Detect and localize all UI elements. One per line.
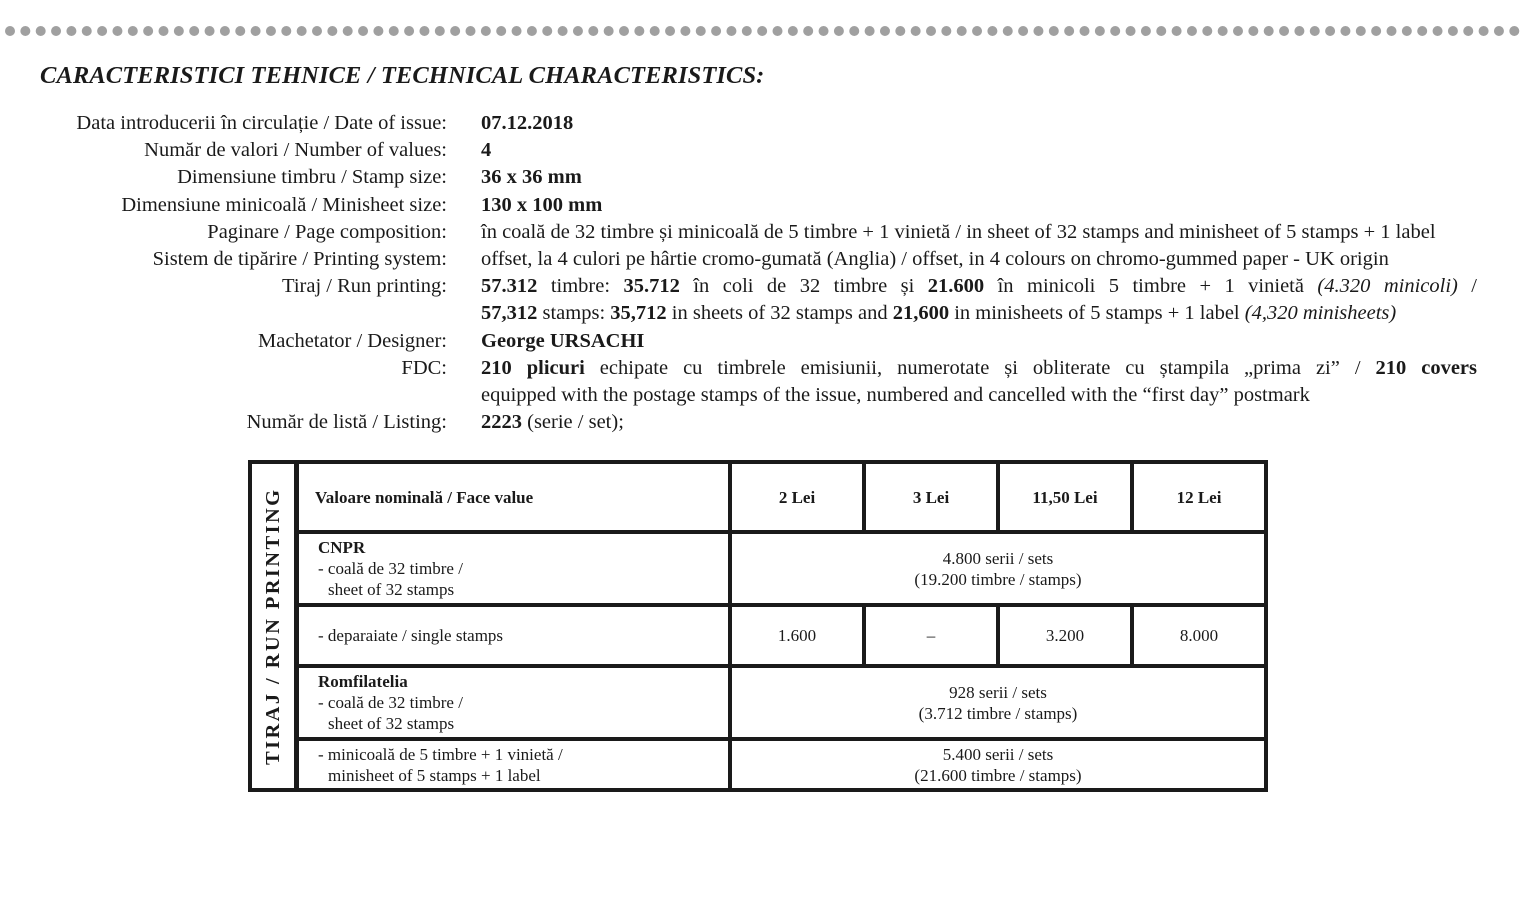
perforation-dot bbox=[880, 26, 890, 36]
spec-value: 130 x 100 mm bbox=[481, 193, 603, 216]
value-cell: 3.200 bbox=[998, 605, 1132, 666]
perforation-dot bbox=[404, 26, 414, 36]
run-line-en: 57,312 stamps: 35,712 in sheets of 32 stamps and 21,600 in minisheets of 5 stamps + 1 label (4,320 minisheets) bbox=[481, 302, 1397, 325]
spec-label: Număr de valori / Number of values: bbox=[144, 139, 447, 162]
spec-value: George URSACHI bbox=[481, 329, 645, 352]
perforation-dot bbox=[481, 26, 491, 36]
row-label: - deparaiate / single stamps bbox=[297, 605, 731, 666]
merged-value-cell: 4.800 serii / sets (19.200 timbre / stamps) bbox=[730, 532, 1266, 605]
perforation-dot bbox=[588, 26, 598, 36]
perforation-dot bbox=[1172, 26, 1182, 36]
perforation-dot bbox=[957, 26, 967, 36]
perforation-dot bbox=[542, 26, 552, 36]
perforation-dot bbox=[159, 26, 169, 36]
perforation-dot bbox=[1141, 26, 1151, 36]
perforation-dot bbox=[819, 26, 829, 36]
spec-value: 2223 (serie / set); bbox=[481, 411, 624, 434]
perforation-dot bbox=[527, 26, 537, 36]
spec-label: Machetator / Designer: bbox=[258, 329, 447, 352]
perforation-dot bbox=[726, 26, 736, 36]
perforation-dot bbox=[112, 26, 122, 36]
perforation-dot bbox=[512, 26, 522, 36]
table-header-row bbox=[250, 462, 1266, 532]
perforation-dot bbox=[1218, 26, 1228, 36]
perforation-dot bbox=[20, 26, 30, 36]
spec-row-values-count bbox=[0, 137, 1490, 164]
issuer-name-cnpr: CNPR bbox=[318, 538, 366, 557]
perforation-dot bbox=[1509, 26, 1519, 36]
perforation-dot bbox=[1340, 26, 1350, 36]
run-printing-table bbox=[248, 460, 1268, 792]
perforation-dot bbox=[1264, 26, 1274, 36]
perforation-dot bbox=[1479, 26, 1489, 36]
face-value-3-lei: 3 Lei bbox=[864, 462, 998, 532]
perforation-dot bbox=[435, 26, 445, 36]
row-label bbox=[297, 532, 731, 605]
perforation-dot bbox=[558, 26, 568, 36]
perforation-dot bbox=[972, 26, 982, 36]
perforation-dot bbox=[143, 26, 153, 36]
perforation-dot bbox=[573, 26, 583, 36]
perforation-dot bbox=[66, 26, 76, 36]
value-cell: – bbox=[864, 605, 998, 666]
table-row-romfilatelia-sheet bbox=[250, 666, 1266, 739]
spec-value: offset, la 4 culori pe hârtie cromo-gumată (Anglia) / offset, in 4 colours on chromo-gummed paper - UK origin bbox=[481, 248, 1389, 271]
perforation-dot bbox=[1126, 26, 1136, 36]
perforation-dot bbox=[788, 26, 798, 36]
row-label-line: - minicoală de 5 timbre + 1 vinietă / bbox=[318, 744, 563, 764]
perforation-dot bbox=[450, 26, 460, 36]
perforation-dot bbox=[1387, 26, 1397, 36]
perforation-dot bbox=[757, 26, 767, 36]
perforation-dot bbox=[36, 26, 46, 36]
perforation-dot bbox=[466, 26, 476, 36]
perforation-dot bbox=[1049, 26, 1059, 36]
perforation-dot bbox=[604, 26, 614, 36]
spec-row-run-printing bbox=[0, 273, 1490, 327]
perforation-dot bbox=[297, 26, 307, 36]
value-cell: 1.600 bbox=[730, 605, 864, 666]
perforation-dot bbox=[82, 26, 92, 36]
perforation-dot bbox=[343, 26, 353, 36]
spec-row-listing bbox=[0, 409, 1490, 436]
perforation-dot bbox=[711, 26, 721, 36]
perforation-dot bbox=[1494, 26, 1504, 36]
table-row-romfilatelia-minisheet bbox=[250, 739, 1266, 790]
perforation-dot bbox=[895, 26, 905, 36]
side-label: TIRAJ / RUN PRINTING bbox=[250, 462, 297, 790]
perforation-dot bbox=[128, 26, 138, 36]
row-label-line: minisheet of 5 stamps + 1 label bbox=[328, 765, 541, 785]
perforation-dot bbox=[205, 26, 215, 36]
perforation-dot bbox=[911, 26, 921, 36]
perforation-dot bbox=[1156, 26, 1166, 36]
spec-row-page-composition bbox=[0, 219, 1490, 246]
perforation-dot bbox=[619, 26, 629, 36]
perforation-dot bbox=[1356, 26, 1366, 36]
perforation-dot bbox=[1294, 26, 1304, 36]
row-label-line: sheet of 32 stamps bbox=[328, 580, 455, 599]
perforation-dot bbox=[1080, 26, 1090, 36]
spec-label: Sistem de tipărire / Printing system: bbox=[152, 248, 447, 271]
spec-row-stamp-size bbox=[0, 164, 1490, 191]
perforation-dot bbox=[373, 26, 383, 36]
table-row-cnpr-single bbox=[250, 605, 1266, 666]
perforation-dot bbox=[419, 26, 429, 36]
merged-value-cell: 928 serii / sets (3.712 timbre / stamps) bbox=[730, 666, 1266, 739]
face-value-11-50-lei: 11,50 Lei bbox=[998, 462, 1132, 532]
spec-value bbox=[481, 355, 1477, 409]
perforation-dot bbox=[174, 26, 184, 36]
perforation-dot bbox=[665, 26, 675, 36]
perforation-dot bbox=[1371, 26, 1381, 36]
row-label bbox=[297, 666, 731, 739]
perforation-dot bbox=[1187, 26, 1197, 36]
perforation-dot bbox=[97, 26, 107, 36]
spec-label: Dimensiune minicoală / Minisheet size: bbox=[121, 193, 447, 216]
spec-value: 07.12.2018 bbox=[481, 112, 574, 134]
perforation-dot bbox=[1095, 26, 1105, 36]
perforation-dot bbox=[1448, 26, 1458, 36]
perforation-dot bbox=[926, 26, 936, 36]
perforation-dot bbox=[1417, 26, 1427, 36]
perforation-dot bbox=[680, 26, 690, 36]
fdc-line-1: 210 plicuri echipate cu timbrele emisiunii, numerotate și obliterate cu ștampila „prima zi” / 210 covers bbox=[481, 356, 1478, 379]
spec-row-fdc bbox=[0, 355, 1490, 409]
perforation-dot bbox=[1064, 26, 1074, 36]
perforation-dot bbox=[1433, 26, 1443, 36]
row-label-line: sheet of 32 stamps bbox=[328, 714, 455, 733]
perforation-dot bbox=[696, 26, 706, 36]
row-label bbox=[297, 739, 731, 790]
perforation-dot bbox=[773, 26, 783, 36]
perforation-dot bbox=[1202, 26, 1212, 36]
perforation-dot bbox=[220, 26, 230, 36]
perforation-dot bbox=[281, 26, 291, 36]
perforation-dot bbox=[1310, 26, 1320, 36]
spec-label: Data introducerii în circulație / Date of issue: bbox=[76, 112, 447, 134]
perforation-dot bbox=[1018, 26, 1028, 36]
page-title: CARACTERISTICI TEHNICE / TECHNICAL CHARACTERISTICS: bbox=[40, 62, 765, 89]
perforation-dot bbox=[235, 26, 245, 36]
perforation-dot bbox=[496, 26, 506, 36]
perforation-dot bbox=[941, 26, 951, 36]
perforation-dot bbox=[1325, 26, 1335, 36]
spec-row-designer bbox=[0, 328, 1490, 355]
spec-value bbox=[481, 273, 1477, 327]
perforation-dot bbox=[5, 26, 15, 36]
perforation-dot bbox=[1248, 26, 1258, 36]
perforation-dot bbox=[1233, 26, 1243, 36]
spec-label: Paginare / Page composition: bbox=[207, 220, 447, 243]
perforation-dot bbox=[1463, 26, 1473, 36]
spec-value: 36 x 36 mm bbox=[481, 166, 582, 189]
spec-label: Tiraj / Run printing: bbox=[282, 275, 447, 298]
perforation-dot bbox=[650, 26, 660, 36]
value-cell: 8.000 bbox=[1132, 605, 1266, 666]
perforation-dot bbox=[389, 26, 399, 36]
row-label-line: - coală de 32 timbre / bbox=[318, 559, 463, 578]
table-row-cnpr-sheet bbox=[250, 532, 1266, 605]
perforation-dot bbox=[266, 26, 276, 36]
row-label-line: - coală de 32 timbre / bbox=[318, 693, 463, 712]
face-value-header: Valoare nominală / Face value bbox=[297, 462, 731, 532]
perforation-dot bbox=[634, 26, 644, 36]
perforation-dot bbox=[987, 26, 997, 36]
fdc-line-2: equipped with the postage stamps of the issue, numbered and cancelled with the “first day” postmark bbox=[481, 384, 1310, 407]
spec-label: FDC: bbox=[401, 356, 447, 379]
face-value-12-lei: 12 Lei bbox=[1132, 462, 1266, 532]
spec-label: Număr de listă / Listing: bbox=[246, 411, 447, 434]
spec-row-date bbox=[0, 110, 1490, 137]
perforation-dot bbox=[1033, 26, 1043, 36]
spec-row-printing-system bbox=[0, 246, 1490, 273]
perforation-dot bbox=[251, 26, 261, 36]
spec-value: în coală de 32 timbre și minicoală de 5 timbre + 1 vinietă / in sheet of 32 stamps and minisheet of 5 stamps + 1 label bbox=[481, 220, 1436, 243]
perforation-dot bbox=[849, 26, 859, 36]
spec-row-minisheet-size bbox=[0, 192, 1490, 219]
perforation-dot bbox=[312, 26, 322, 36]
spec-value: 4 bbox=[481, 139, 492, 162]
perforation-dot bbox=[1279, 26, 1289, 36]
run-line-ro: 57.312 timbre: 35.712 în coli de 32 timbre și 21.600 în minicoli 5 timbre + 1 vinietă (4.320 minicoli) / bbox=[481, 275, 1477, 298]
spec-label: Dimensiune timbru / Stamp size: bbox=[177, 166, 447, 189]
perforation-border bbox=[0, 24, 1529, 38]
merged-value-cell: 5.400 serii / sets (21.600 timbre / stamps) bbox=[730, 739, 1266, 790]
spec-list bbox=[0, 110, 1490, 436]
perforation-dot bbox=[358, 26, 368, 36]
perforation-dot bbox=[742, 26, 752, 36]
perforation-dot bbox=[189, 26, 199, 36]
perforation-dot bbox=[834, 26, 844, 36]
perforation-dot bbox=[51, 26, 61, 36]
perforation-dot bbox=[803, 26, 813, 36]
perforation-dot bbox=[865, 26, 875, 36]
perforation-dot bbox=[1402, 26, 1412, 36]
issuer-name-romfilatelia: Romfilatelia bbox=[318, 672, 408, 691]
face-value-2-lei: 2 Lei bbox=[730, 462, 864, 532]
perforation-dot bbox=[1003, 26, 1013, 36]
perforation-dot bbox=[327, 26, 337, 36]
perforation-dot bbox=[1110, 26, 1120, 36]
